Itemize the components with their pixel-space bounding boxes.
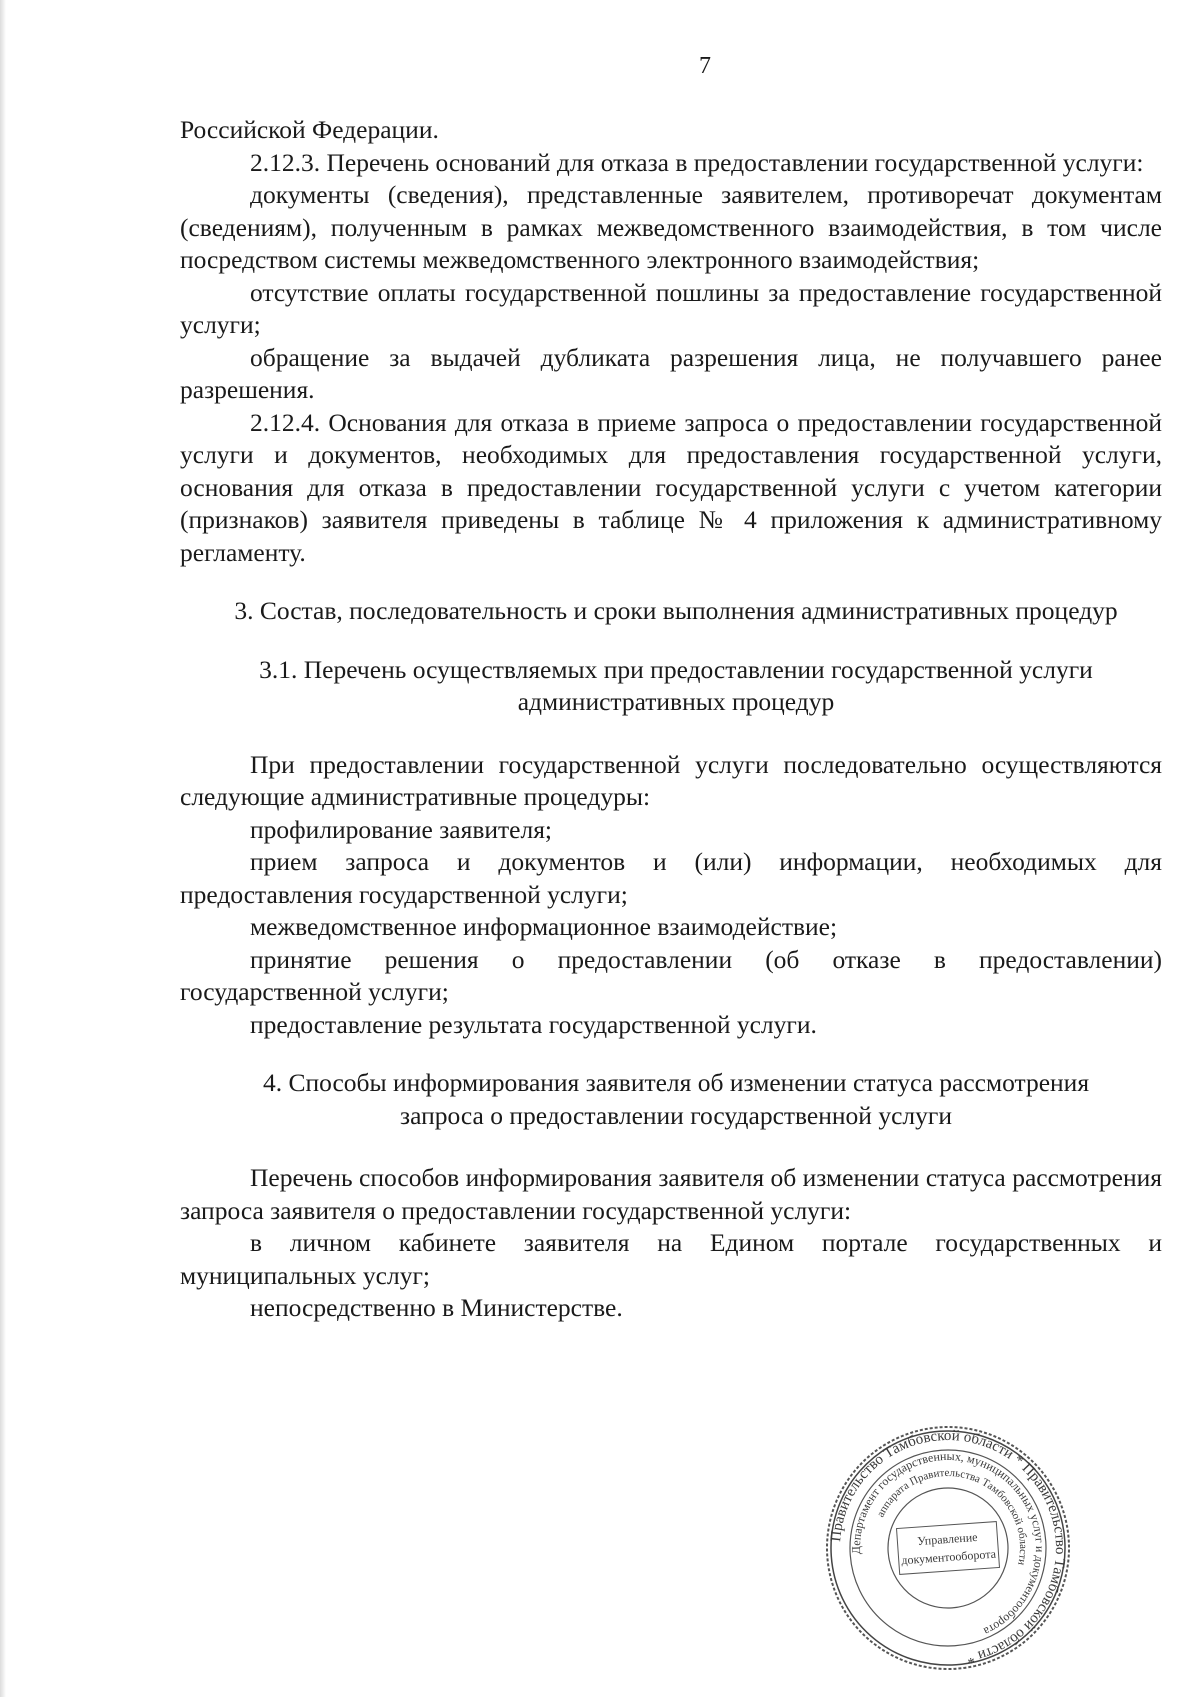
seal-middle-text: Департамент государственных, муниципальных услуг и документооборота [848, 1448, 1048, 1639]
paragraph: При предоставлении государственной услуги последовательно осуществляются следующие административные процедуры: [180, 749, 1162, 811]
paragraph: отсутствие оплаты государственной пошлины за предоставление государственной услуги; [180, 277, 1162, 339]
paragraph: обращение за выдачей дубликата разрешения лица, не получавшего ранее разрешения. [180, 342, 1162, 404]
official-seal [817, 1417, 1080, 1680]
page-number: 7 [699, 53, 711, 79]
seal-graphic [817, 1417, 1080, 1680]
paragraph: Российской Федерации. [180, 115, 439, 144]
seal-outer-text: Правительство Тамбовской области * Правительство Тамбовской области * [828, 1427, 1069, 1667]
section-heading-4: 4. Способы информирования заявителя об изменении статуса рассмотрения запроса о предоставлении государственной услуги [262, 1068, 1090, 1130]
list-item: непосредственно в Министерстве. [250, 1293, 623, 1322]
scan-edge [0, 0, 6, 1697]
seal-center-line-2: документооборота [900, 1546, 997, 1568]
subsection-heading-3-1: 3.1. Перечень осуществляемых при предоставлении государственной услуги административных процедур [259, 654, 1093, 716]
list-item: в личном кабинете заявителя на Едином портале государственных и муниципальных услуг; [180, 1228, 1162, 1290]
seal-inner-text: аппарата Правительства Тамбовской области [874, 1466, 1030, 1567]
paragraph: 2.12.3. Перечень оснований для отказа в предоставлении государственной услуги: [250, 147, 1144, 177]
paragraph: Перечень способов информирования заявителя об изменении статуса рассмотрения запроса заявителя о предоставлении государственной услуги: [180, 1163, 1162, 1225]
document-body [180, 114, 1162, 1325]
section-heading-3: 3. Состав, последовательность и сроки выполнения административных процедур [234, 596, 1118, 625]
list-item: профилирование заявителя; [250, 814, 553, 844]
list-item: межведомственное информационное взаимодействие; [250, 912, 838, 941]
seal-center-line-1: Управление [916, 1529, 978, 1549]
paragraph: документы (сведения), представленные заявителем, противоречат документам (сведениям), полученным в рамках межведомственного взаимодействия, в том числе посредством системы межведомственного электронного взаимодействия; [180, 180, 1162, 274]
paragraph: 2.12.4. Основания для отказа в приеме запроса о предоставлении государственной услуги и документов, необходимых для предоставления государственной услуги, основания для отказа в предоставлении государственной услуги с учетом категории (признаков) заявителя приведены в таблице № 4 приложения к административному регламенту. [180, 407, 1162, 567]
list-item: прием запроса и документов и (или) информации, необходимых для предоставления государственной услуги; [180, 847, 1162, 909]
list-item: предоставление результата государственной услуги. [250, 1009, 817, 1039]
list-item: принятие решения о предоставлении (об отказе в предоставлении) государственной услуги; [180, 944, 1162, 1006]
